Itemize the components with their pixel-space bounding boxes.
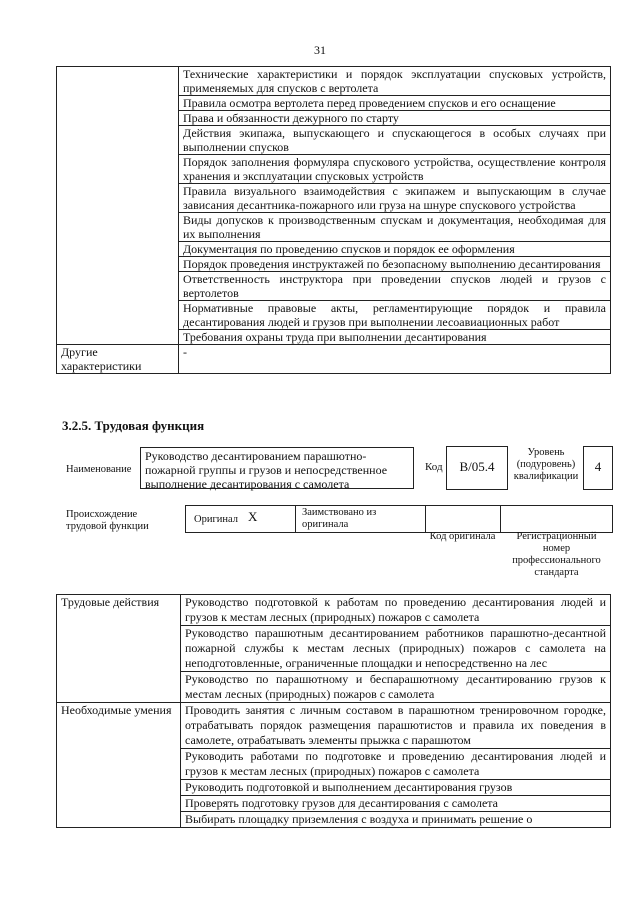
code-label: Код [425,461,443,473]
reg-number-cell [500,505,613,533]
borrowed-label: Заимствовано из оригинала [302,507,377,530]
origin-label: Происхождение трудовой функции [66,509,149,532]
reg-number-label: Регистрационный номер профессионального стандарта [512,531,601,578]
table-row: Руководство парашютным десантированием работников парашютно-десантной пожарной службы к местам лесных (природных) пожаров с самолета на неподготовленные, ограниченные площадки и непосредственно на лес [181,626,611,672]
table-row: Руководство подготовкой к работам по проведению десантирования людей и грузов к местам лесных (природных) пожаров с самолета [181,595,611,626]
skills-label: Необходимые умения [57,703,181,828]
function-code-box: B/05.4 [446,446,508,490]
code-original-label: Код оригинала [429,531,496,542]
table-row: Правила визуального взаимодействия с экипажем и выпускающим в случае зависания десантника-пожарного или груза на шнуре спускового устройства [179,184,611,213]
other-characteristics-value: - [179,345,611,374]
other-characteristics-label: Другие характеристики [57,345,179,374]
table-row: Проверять подготовку грузов для десантирования с самолета [181,796,611,812]
actions-skills-table [56,594,611,828]
table-row: Документация по проведению спусков и порядок ее оформления [179,242,611,257]
table-row: Виды допусков к производственным спускам и документация, необходимая для их выполнения [179,213,611,242]
page-number: 31 [314,43,326,57]
labor-actions-label: Трудовые действия [57,595,181,703]
table-row: Технические характеристики и порядок эксплуатации спусковых устройств, применяемых для спусков с вертолета [179,67,611,96]
qualification-level-label: Уровень (подуровень) квалификации [513,447,579,482]
table-row: Действия экипажа, выпускающего и спускающегося в особых случаях при выполнении спусков [179,126,611,155]
original-label: Оригинал [194,514,238,525]
table-row: Порядок заполнения формуляра спускового устройства, осуществление контроля хранения и эксплуатации спусковых устройств [179,155,611,184]
table-row: Руководить работами по подготовке и проведению десантирования людей и грузов к местам лесных (природных) пожаров с самолета [181,749,611,780]
function-name-box: Руководство десантированием парашютно-пожарной группы и грузов и непосредственное выполнение десантирования с самолета [140,447,414,489]
table-row: Нормативные правовые акты, регламентирующие порядок и правила десантирования людей и грузов при выполнении лесоавиационных работ [179,301,611,330]
table-row: Порядок проведения инструктажей по безопасному выполнению десантирования [179,257,611,272]
table-row: Требования охраны труда при выполнении десантирования [179,330,611,345]
table-row: Правила осмотра вертолета перед проведением спусков и его оснащение [179,96,611,111]
name-label: Наименование [66,464,132,475]
table-row: Проводить занятия с личным составом в парашютном тренировочном городке, отрабатывать порядок размещения парашютистов и правила их поведения в самолете, отрабатывать элементы прыжка с парашютом [181,703,611,749]
original-cell [185,505,297,533]
table-row: Руководить подготовкой и выполнением десантирования грузов [181,780,611,796]
borrowed-cell [295,505,427,533]
table-row: Выбирать площадку приземления с воздуха и принимать решение о [181,812,611,828]
table-row: Руководство по парашютному и беспарашютному десантированию грузов к местам лесных (природных) пожаров с самолета [181,672,611,703]
table-row: Права и обязанности дежурного по старту [179,111,611,126]
knowledge-table [56,66,611,374]
original-mark: X [248,509,258,524]
table-row: Ответственность инструктора при проведении спусков людей и грузов с вертолетов [179,272,611,301]
code-original-cell [425,505,502,533]
empty-label-cell [57,67,179,345]
qualification-level-box: 4 [583,446,613,490]
section-heading: 3.2.5. Трудовая функция [62,418,205,433]
